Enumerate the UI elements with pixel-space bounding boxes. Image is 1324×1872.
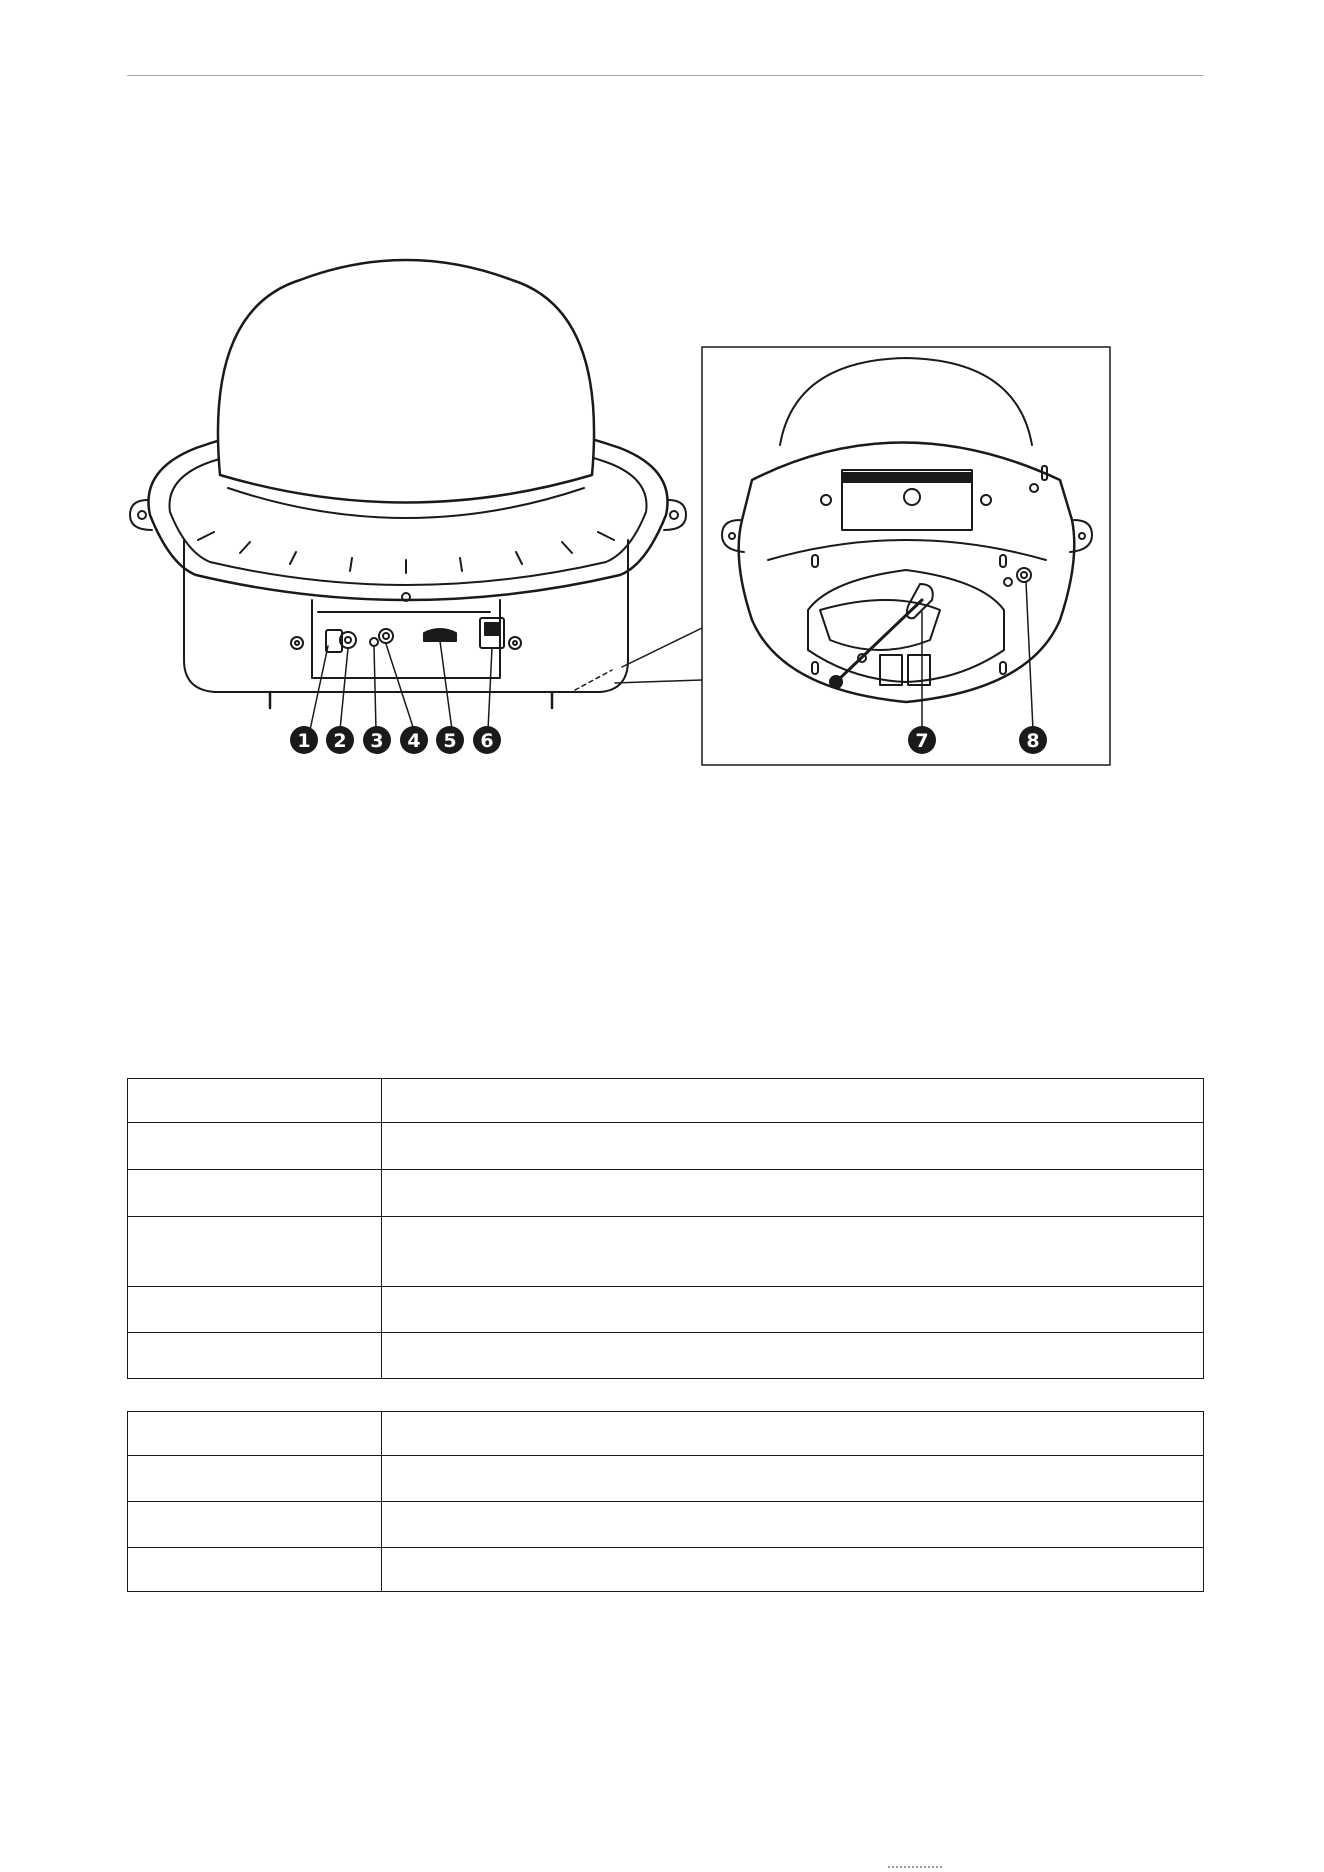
table-cell: [128, 1502, 382, 1548]
table-row: [128, 1123, 1204, 1170]
table-cell: [128, 1287, 382, 1333]
table-cell: [128, 1456, 382, 1502]
callout-2: [326, 726, 354, 754]
callout-table-2: [127, 1411, 1204, 1592]
table-cell: [382, 1548, 1204, 1592]
footer-mark: [888, 1866, 942, 1868]
table-cell: [382, 1217, 1204, 1287]
camera-bottom-inset: [702, 347, 1110, 765]
callout-5: [436, 726, 464, 754]
svg-text:8: 8: [1026, 730, 1040, 752]
table-cell: [128, 1123, 382, 1170]
table-row: [128, 1412, 1204, 1456]
svg-text:3: 3: [370, 730, 384, 752]
table-cell: [382, 1333, 1204, 1379]
table-cell: [382, 1502, 1204, 1548]
svg-text:1: 1: [297, 730, 311, 752]
svg-text:7: 7: [915, 730, 929, 752]
table-cell: [382, 1170, 1204, 1217]
table-cell: [382, 1079, 1204, 1123]
table-row: [128, 1333, 1204, 1379]
svg-text:6: 6: [480, 730, 494, 752]
product-overview-figure: [0, 0, 1324, 800]
table-row: [128, 1502, 1204, 1548]
callout-6: [473, 726, 501, 754]
table-row: [128, 1170, 1204, 1217]
table-cell: [128, 1333, 382, 1379]
callout-8: [1019, 726, 1047, 754]
table-row: [128, 1287, 1204, 1333]
table-cell: [128, 1412, 382, 1456]
svg-text:2: 2: [333, 730, 347, 752]
table-cell: [128, 1079, 382, 1123]
callout-1: [290, 726, 318, 754]
table-cell: [382, 1123, 1204, 1170]
table-row: [128, 1079, 1204, 1123]
table-cell: [128, 1217, 382, 1287]
callout-4: [400, 726, 428, 754]
callout-table-1: [127, 1078, 1204, 1379]
table-row: [128, 1548, 1204, 1592]
callout-7: [908, 726, 936, 754]
table-cell: [128, 1548, 382, 1592]
table-row: [128, 1217, 1204, 1287]
callout-3: [363, 726, 391, 754]
table-row: [128, 1456, 1204, 1502]
camera-front-view: [130, 260, 702, 730]
table-cell: [382, 1456, 1204, 1502]
table-cell: [128, 1170, 382, 1217]
table-cell: [382, 1412, 1204, 1456]
svg-text:4: 4: [407, 730, 421, 752]
table-cell: [382, 1287, 1204, 1333]
svg-text:5: 5: [443, 730, 457, 752]
